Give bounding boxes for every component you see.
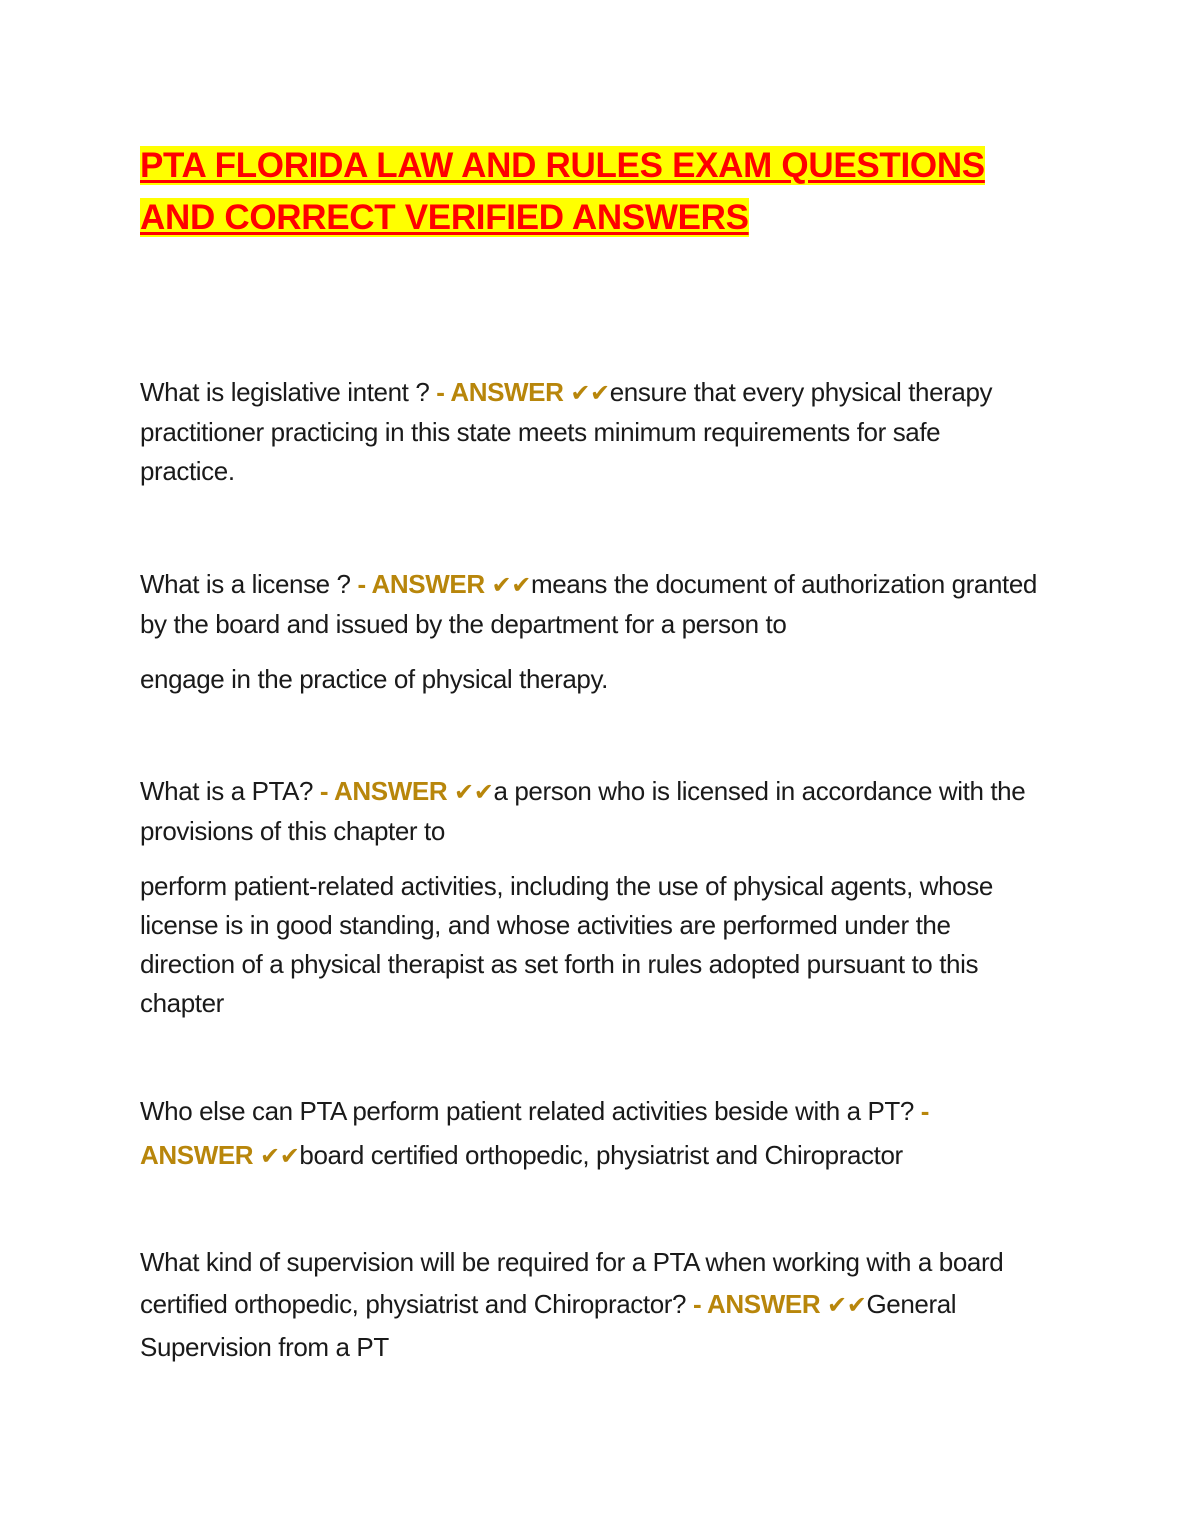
question-text: What is a license ? [140,569,358,599]
answer-label: - ANSWER [436,377,564,407]
check-icon: ✔✔ [570,379,610,407]
answer-text: ensure that every physical therapy practitioner practicing in this state meets minimum requirements for safe practice. [140,377,993,486]
question-text: What is a PTA? [140,776,320,806]
answer-text: means the document of authorization granted by the board and issued by the department for a person to [140,569,1037,639]
answer-continuation: perform patient-related activities, including the use of physical agents, whose license is in good standing, and whose activities are performed under the direction of a physical therapist as set forth in rules adopted pursuant to this chapter [140,871,993,1018]
answer-label: - ANSWER [692,1289,821,1319]
check-icon: ✔✔ [491,571,531,599]
qa-item-pta [140,772,1040,1023]
answer-text: General Supervision from a PT [140,1289,957,1362]
question-text: What is legislative intent ? [140,377,437,407]
document-title [140,140,1040,244]
title-line-1: PTA FLORIDA LAW AND RULES EXAM QUESTIONS [140,146,985,185]
question-text: What kind of supervision will be required for a PTA when working with a board certified orthopedic, physiatrist and Chiropractor? [140,1247,1004,1319]
check-icon: ✔✔ [259,1142,300,1170]
qa-item-legislative-intent [140,373,1040,491]
qa-item-license [140,565,1040,699]
answer-text: a person who is licensed in accordance with the provisions of this chapter to [140,776,1026,846]
qa-item-other-supervisors [140,1089,1040,1178]
check-icon: ✔✔ [454,778,494,806]
answer-label: - ANSWER [357,569,485,599]
qa-item-supervision-type [140,1241,1040,1368]
answer-continuation: engage in the practice of physical therapy. [140,664,608,694]
answer-label: - ANSWER [319,776,448,806]
answer-text: board certified orthopedic, physiatrist and Chiropractor [299,1140,903,1170]
title-line-2: AND CORRECT VERIFIED ANSWERS [140,198,749,237]
answer-label: - ANSWER [140,1096,930,1170]
question-text: Who else can PTA perform patient related activities beside with a PT? [140,1096,921,1126]
check-icon: ✔✔ [827,1291,867,1319]
